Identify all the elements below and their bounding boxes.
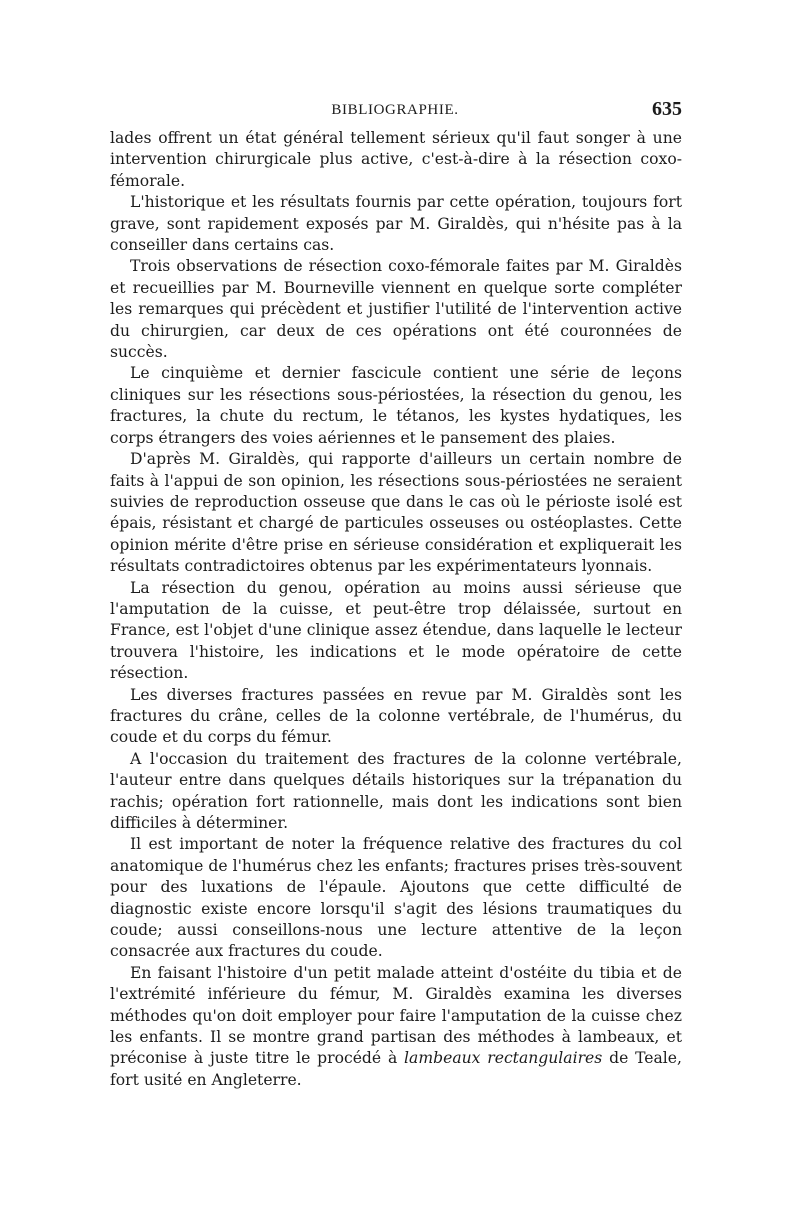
last-paragraph-text: En faisant l'histoire d'un petit malade atteint d'ostéite du tibia et de l'extrémité inférieure du fémur, M. Giraldès examina les diverses méthodes qu'on doit employer pour faire l'amputation de la cuisse chez les enfants. Il se montre grand partisan des méthodes à lambeaux, et préconise à juste titre le procédé à <box>110 963 682 1068</box>
paragraph: D'après M. Giraldès, qui rapporte d'ailleurs un certain nombre de faits à l'appui de son opinion, les résections sous-périostées ne seraient suivies de reproduction osseuse que dans le cas où le périoste isolé est épais, résistant et chargé de particules osseuses ou ostéoplastes. Cette opinion mérite d'être prise en sérieuse considération et expliquerait les résultats contradictoires obtenus par les expérimentateurs lyonnais. <box>110 450 682 576</box>
paragraph: La résection du genou, opération au moins aussi sérieuse que l'amputation de la cuisse, et peut-être trop délaissée, surtout en France, est l'objet d'une clinique assez étendue, dans laquelle le lecteur trouvera l'histoire, les indications et le mode opératoire de cette résection. <box>110 578 682 683</box>
last-paragraph <box>110 963 682 1091</box>
running-head <box>108 98 682 124</box>
paragraph: Les diverses fractures passées en revue par M. Giraldès sont les fractures du crâne, celles de la colonne vertébrale, de l'humérus, du coude et du corps du fémur. <box>110 685 682 747</box>
last-paragraph-end: de Teale, fort usité en Angleterre. <box>110 1049 682 1089</box>
paragraph: Il est important de noter la fréquence relative des fractures du col anatomique de l'humérus chez les enfants; fractures prises très-souvent pour des luxations de l'épaule. Ajoutons que cette difficulté de diagnostic existe encore lorsqu'il s'agit des lésions traumatiques du coude; aussi conseillons-nous une lecture attentive de la leçon consacrée aux fractures du coude. <box>110 835 682 961</box>
paragraph: Le cinquième et dernier fascicule contient une série de leçons cliniques sur les résections sous-périostées, la résection du genou, les fractures, la chute du rectum, le tétanos, les kystes hydatiques, les corps étrangers des voies aériennes et le pansement des plaies. <box>110 364 682 447</box>
running-title: BIBLIOGRAPHIE. <box>331 102 459 118</box>
paragraph: lades offrent un état général tellement sérieux qu'il faut songer à une intervention chirurgicale plus active, c'est-à-dire à la résection coxo-fémorale. <box>110 129 682 190</box>
italic-term: lambeaux rectangulaires <box>404 1049 603 1068</box>
paragraph: A l'occasion du traitement des fractures de la colonne vertébrale, l'auteur entre dans quelques détails historiques sur la trépanation du rachis; opération fort rationnelle, mais dont les indications sont bien difficiles à déterminer. <box>110 749 682 832</box>
paragraph: Trois observations de résection coxo-fémorale faites par M. Giraldès et recueillies par M. Bourneville viennent en quelque sorte compléter les remarques qui précèdent et justifier l'utilité de l'intervention active du chirurgien, car deux de ces opérations ont été couronnées de succès. <box>110 257 682 362</box>
page-number: 635 <box>652 98 682 120</box>
body-text <box>110 128 682 1091</box>
paragraph: L'historique et les résultats fournis par cette opération, toujours fort grave, sont rapidement exposés par M. Giraldès, qui n'hésite pas à la conseiller dans certains cas. <box>110 193 682 255</box>
